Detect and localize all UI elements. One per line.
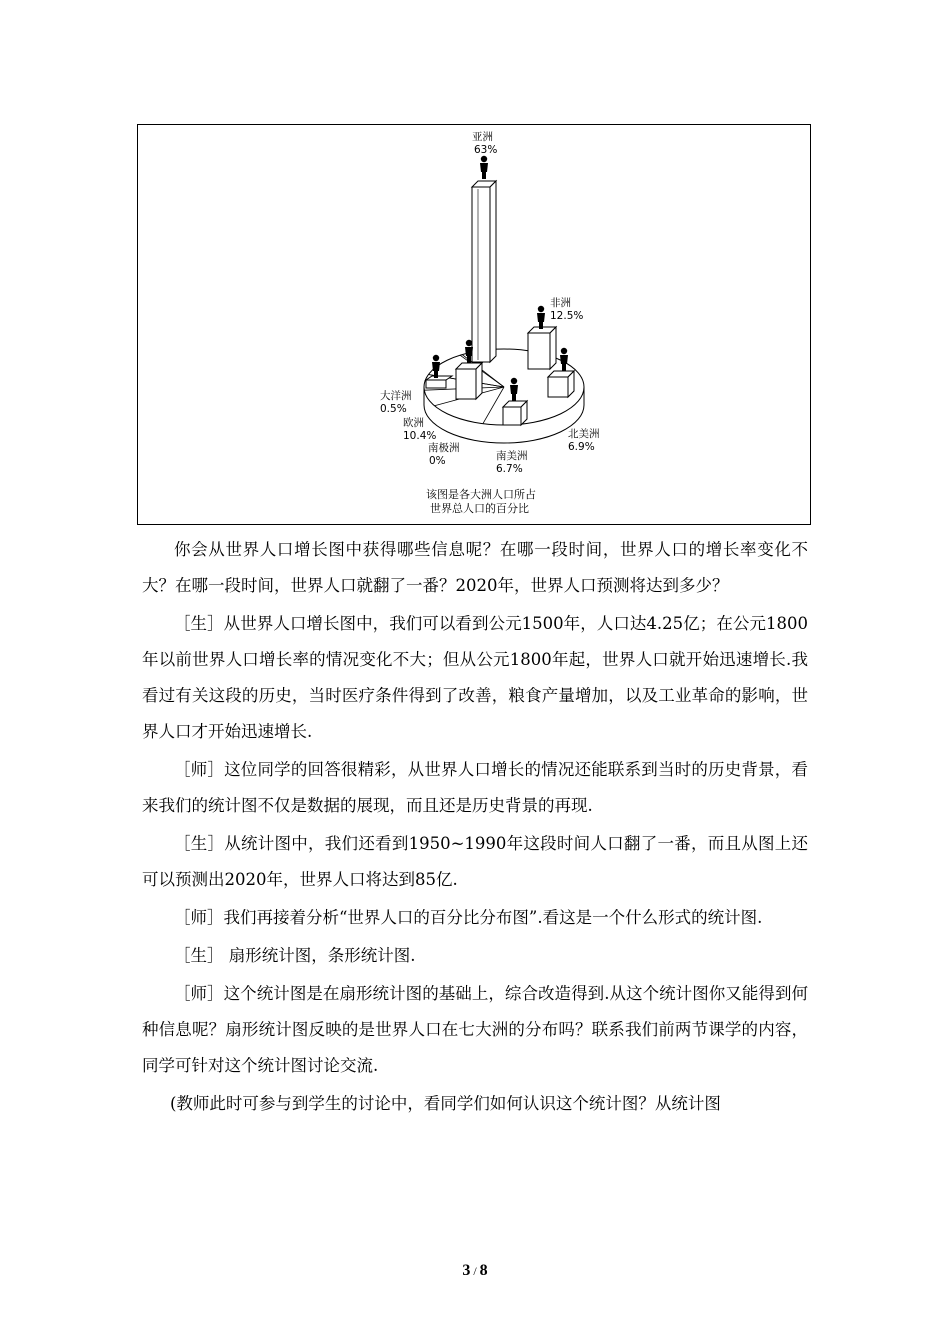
value-europe: 10.4% bbox=[403, 430, 437, 442]
bar-europe bbox=[456, 363, 482, 399]
population-chart bbox=[138, 125, 810, 524]
page-separator: / bbox=[473, 1264, 477, 1278]
value-oceania: 0.5% bbox=[380, 403, 407, 415]
value-south-america: 6.7% bbox=[496, 463, 523, 475]
label-asia: 亚洲 bbox=[472, 131, 493, 143]
population-chart-frame bbox=[137, 124, 811, 525]
person-icon bbox=[511, 378, 517, 384]
bar-africa bbox=[528, 327, 556, 369]
label-oceania: 大洋洲 bbox=[380, 390, 412, 402]
person-icon bbox=[480, 163, 488, 179]
person-icon bbox=[433, 355, 439, 361]
paragraph: ［生］从世界人口增长图中，我们可以看到公元1500年，人口达4.25亿；在公元1800年以前世界人口增长率的情况变化不大；但从公元1800年起，世界人口就开始迅速增长.我看过有关这段的历史，当时医疗条件得到了改善，粮食产量增加，以及工业革命的影响，世界人口才开始迅速增长. bbox=[142, 614, 808, 741]
paragraph: ［师］这位同学的回答很精彩，从世界人口增长的情况还能联系到当时的历史背景，看来我们的统计图不仅是数据的展现，而且还是历史背景的再现. bbox=[142, 760, 808, 815]
paragraph: ［师］我们再接着分析“世界人口的百分比分布图”.看这是一个什么形式的统计图. bbox=[174, 908, 763, 927]
paragraph: (教师此时可参与到学生的讨论中，看同学们如何认识这个统计图？从统计图 bbox=[170, 1094, 721, 1113]
label-antarctica: 南极洲 bbox=[428, 442, 460, 454]
person-icon bbox=[466, 340, 472, 346]
value-asia: 63% bbox=[474, 144, 498, 156]
page-number bbox=[0, 1262, 950, 1280]
page-current: 3 bbox=[462, 1262, 471, 1279]
label-south-america: 南美洲 bbox=[496, 450, 528, 462]
bar-south-america bbox=[503, 401, 527, 425]
label-europe: 欧洲 bbox=[403, 417, 424, 429]
value-antarctica: 0% bbox=[429, 455, 446, 467]
paragraph: 你会从世界人口增长图中获得哪些信息呢？在哪一段时间，世界人口的增长率变化不大？在哪一段时间，世界人口就翻了一番？2020年，世界人口预测将达到多少？ bbox=[142, 540, 808, 595]
person-icon bbox=[538, 306, 544, 312]
page-total: 8 bbox=[479, 1262, 488, 1279]
value-north-america: 6.9% bbox=[568, 441, 595, 453]
bar-north-america bbox=[548, 371, 574, 397]
chart-caption-line1: 该图是各大洲人口所占 bbox=[426, 488, 536, 501]
person-icon bbox=[481, 156, 487, 162]
label-north-america: 北美洲 bbox=[568, 428, 600, 440]
paragraph: ［生］ 扇形统计图，条形统计图. bbox=[174, 946, 416, 965]
bar-asia bbox=[472, 181, 496, 362]
value-africa: 12.5% bbox=[550, 310, 584, 322]
lesson-text bbox=[142, 532, 808, 1122]
chart-caption-line2: 世界总人口的百分比 bbox=[430, 502, 529, 515]
paragraph: ［生］从统计图中，我们还看到1950~1990年这段时间人口翻了一番，而且从图上还可以预测出2020年，世界人口将达到85亿. bbox=[142, 834, 808, 889]
person-icon bbox=[561, 348, 567, 354]
paragraph: ［师］这个统计图是在扇形统计图的基础上，综合改造得到.从这个统计图你又能得到何种信息呢？扇形统计图反映的是世界人口在七大洲的分布吗？联系我们前两节课学的内容，同学可针对这个统计图讨论交流. bbox=[142, 984, 808, 1075]
label-africa: 非洲 bbox=[550, 297, 571, 309]
